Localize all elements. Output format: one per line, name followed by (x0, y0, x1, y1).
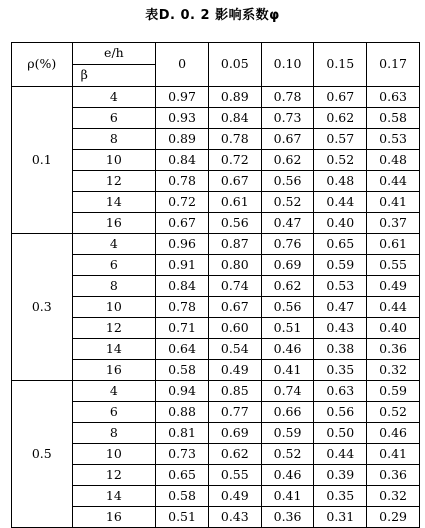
coefficient-cell: 0.72 (156, 192, 209, 213)
coefficient-cell: 0.58 (156, 360, 209, 381)
coefficient-cell: 0.61 (208, 192, 261, 213)
table-row (12, 87, 420, 108)
coefficient-cell: 0.85 (208, 381, 261, 402)
coefficient-cell: 0.52 (367, 402, 420, 423)
beta-cell: 10 (72, 444, 156, 465)
coefficient-cell: 0.67 (208, 297, 261, 318)
coefficient-cell: 0.49 (208, 486, 261, 507)
coefficient-cell: 0.62 (208, 444, 261, 465)
table-row (12, 486, 420, 507)
coefficient-cell: 0.63 (367, 87, 420, 108)
rho-cell: 0.1 (12, 87, 73, 234)
beta-cell: 16 (72, 360, 156, 381)
coefficient-cell: 0.46 (261, 465, 314, 486)
coefficient-cell: 0.47 (261, 213, 314, 234)
coefficient-cell: 0.41 (261, 486, 314, 507)
coefficient-cell: 0.78 (156, 297, 209, 318)
beta-cell: 16 (72, 213, 156, 234)
coefficient-cell: 0.46 (261, 339, 314, 360)
coefficient-cell: 0.73 (156, 444, 209, 465)
coefficient-cell: 0.49 (367, 276, 420, 297)
table-row (12, 465, 420, 486)
coefficient-cell: 0.59 (367, 381, 420, 402)
coefficient-cell: 0.67 (208, 171, 261, 192)
coefficient-cell: 0.66 (261, 402, 314, 423)
coefficient-cell: 0.84 (208, 108, 261, 129)
table-row (12, 297, 420, 318)
beta-cell: 4 (72, 234, 156, 255)
coefficient-cell: 0.72 (208, 150, 261, 171)
coefficient-cell: 0.48 (314, 171, 367, 192)
coefficient-cell: 0.65 (314, 234, 367, 255)
table-row (12, 171, 420, 192)
coefficient-cell: 0.62 (261, 150, 314, 171)
beta-cell: 16 (72, 507, 156, 528)
coefficient-cell: 0.87 (208, 234, 261, 255)
coefficient-cell: 0.59 (261, 423, 314, 444)
coefficient-cell: 0.59 (314, 255, 367, 276)
beta-cell: 6 (72, 108, 156, 129)
beta-cell: 6 (72, 255, 156, 276)
table-row (12, 402, 420, 423)
coefficient-cell: 0.63 (314, 381, 367, 402)
beta-cell: 14 (72, 486, 156, 507)
coefficient-cell: 0.69 (208, 423, 261, 444)
table-row (12, 423, 420, 444)
table-row (12, 150, 420, 171)
table-row (12, 507, 420, 528)
beta-cell: 8 (72, 129, 156, 150)
coefficient-cell: 0.78 (208, 129, 261, 150)
coefficient-cell: 0.74 (261, 381, 314, 402)
coefficient-cell: 0.93 (156, 108, 209, 129)
beta-cell: 8 (72, 423, 156, 444)
coefficient-cell: 0.36 (367, 339, 420, 360)
beta-cell: 12 (72, 465, 156, 486)
coefficient-cell: 0.64 (156, 339, 209, 360)
beta-cell: 14 (72, 339, 156, 360)
coefficient-cell: 0.58 (156, 486, 209, 507)
table-row (12, 129, 420, 150)
coefficient-cell: 0.91 (156, 255, 209, 276)
coefficient-cell: 0.89 (156, 129, 209, 150)
coefficient-cell: 0.50 (314, 423, 367, 444)
coefficient-cell: 0.67 (314, 87, 367, 108)
coefficient-cell: 0.44 (314, 192, 367, 213)
coefficient-cell: 0.55 (208, 465, 261, 486)
coefficient-cell: 0.48 (367, 150, 420, 171)
coefficient-cell: 0.44 (314, 444, 367, 465)
table-body (12, 87, 420, 528)
coefficient-cell: 0.44 (367, 171, 420, 192)
coefficient-cell: 0.71 (156, 318, 209, 339)
coefficient-cell: 0.40 (314, 213, 367, 234)
table-row (12, 108, 420, 129)
coefficient-cell: 0.53 (314, 276, 367, 297)
table-row (12, 276, 420, 297)
coefficient-cell: 0.43 (314, 318, 367, 339)
beta-cell: 14 (72, 192, 156, 213)
coefficient-cell: 0.32 (367, 360, 420, 381)
table-row (12, 234, 420, 255)
coefficient-cell: 0.69 (261, 255, 314, 276)
coefficient-cell: 0.67 (261, 129, 314, 150)
eh-value-header: 0.10 (261, 43, 314, 87)
coefficient-cell: 0.73 (261, 108, 314, 129)
coefficient-cell: 0.56 (314, 402, 367, 423)
coefficient-cell: 0.56 (208, 213, 261, 234)
table-row (12, 318, 420, 339)
influence-coefficient-table (11, 42, 420, 528)
coefficient-cell: 0.52 (261, 192, 314, 213)
coefficient-cell: 0.77 (208, 402, 261, 423)
coefficient-cell: 0.35 (314, 486, 367, 507)
coefficient-cell: 0.44 (367, 297, 420, 318)
coefficient-cell: 0.76 (261, 234, 314, 255)
beta-cell: 4 (72, 87, 156, 108)
coefficient-cell: 0.96 (156, 234, 209, 255)
coefficient-cell: 0.51 (156, 507, 209, 528)
beta-cell: 4 (72, 381, 156, 402)
coefficient-cell: 0.58 (367, 108, 420, 129)
eh-value-header: 0 (156, 43, 209, 87)
coefficient-cell: 0.74 (208, 276, 261, 297)
coefficient-cell: 0.94 (156, 381, 209, 402)
table-row (12, 360, 420, 381)
coefficient-cell: 0.31 (314, 507, 367, 528)
coefficient-cell: 0.36 (261, 507, 314, 528)
coefficient-cell: 0.67 (156, 213, 209, 234)
coefficient-cell: 0.84 (156, 276, 209, 297)
coefficient-cell: 0.52 (261, 444, 314, 465)
eh-header: e/h (72, 43, 156, 65)
beta-cell: 8 (72, 276, 156, 297)
coefficient-cell: 0.49 (208, 360, 261, 381)
beta-cell: 10 (72, 150, 156, 171)
table-row (12, 213, 420, 234)
coefficient-cell: 0.78 (156, 171, 209, 192)
coefficient-cell: 0.53 (367, 129, 420, 150)
coefficient-cell: 0.88 (156, 402, 209, 423)
coefficient-cell: 0.62 (314, 108, 367, 129)
coefficient-cell: 0.29 (367, 507, 420, 528)
eh-value-header: 0.05 (208, 43, 261, 87)
coefficient-cell: 0.46 (367, 423, 420, 444)
table-row (12, 444, 420, 465)
coefficient-cell: 0.37 (367, 213, 420, 234)
table-row (12, 255, 420, 276)
rho-cell: 0.3 (12, 234, 73, 381)
coefficient-cell: 0.81 (156, 423, 209, 444)
table-row (12, 381, 420, 402)
beta-cell: 12 (72, 171, 156, 192)
beta-cell: 10 (72, 297, 156, 318)
coefficient-cell: 0.35 (314, 360, 367, 381)
coefficient-cell: 0.65 (156, 465, 209, 486)
coefficient-cell: 0.60 (208, 318, 261, 339)
coefficient-cell: 0.89 (208, 87, 261, 108)
table-row (12, 192, 420, 213)
coefficient-cell: 0.56 (261, 171, 314, 192)
table-row (12, 339, 420, 360)
coefficient-cell: 0.41 (261, 360, 314, 381)
coefficient-cell: 0.54 (208, 339, 261, 360)
coefficient-cell: 0.84 (156, 150, 209, 171)
coefficient-cell: 0.32 (367, 486, 420, 507)
beta-cell: 12 (72, 318, 156, 339)
coefficient-cell: 0.62 (261, 276, 314, 297)
coefficient-cell: 0.36 (367, 465, 420, 486)
beta-header: β (72, 65, 156, 87)
beta-cell: 6 (72, 402, 156, 423)
coefficient-cell: 0.78 (261, 87, 314, 108)
coefficient-cell: 0.55 (367, 255, 420, 276)
coefficient-cell: 0.47 (314, 297, 367, 318)
table-header (12, 43, 420, 87)
coefficient-cell: 0.38 (314, 339, 367, 360)
coefficient-cell: 0.52 (314, 150, 367, 171)
rho-header: ρ(%) (12, 43, 73, 87)
coefficient-cell: 0.41 (367, 192, 420, 213)
coefficient-cell: 0.51 (261, 318, 314, 339)
coefficient-cell: 0.40 (367, 318, 420, 339)
coefficient-cell: 0.61 (367, 234, 420, 255)
coefficient-cell: 0.57 (314, 129, 367, 150)
table-title: 表D. 0. 2 影响系数φ (145, 8, 280, 23)
coefficient-cell: 0.56 (261, 297, 314, 318)
coefficient-cell: 0.43 (208, 507, 261, 528)
coefficient-cell: 0.39 (314, 465, 367, 486)
coefficient-cell: 0.80 (208, 255, 261, 276)
rho-cell: 0.5 (12, 381, 73, 528)
coefficient-cell: 0.41 (367, 444, 420, 465)
coefficient-cell: 0.97 (156, 87, 209, 108)
eh-value-header: 0.17 (367, 43, 420, 87)
eh-value-header: 0.15 (314, 43, 367, 87)
